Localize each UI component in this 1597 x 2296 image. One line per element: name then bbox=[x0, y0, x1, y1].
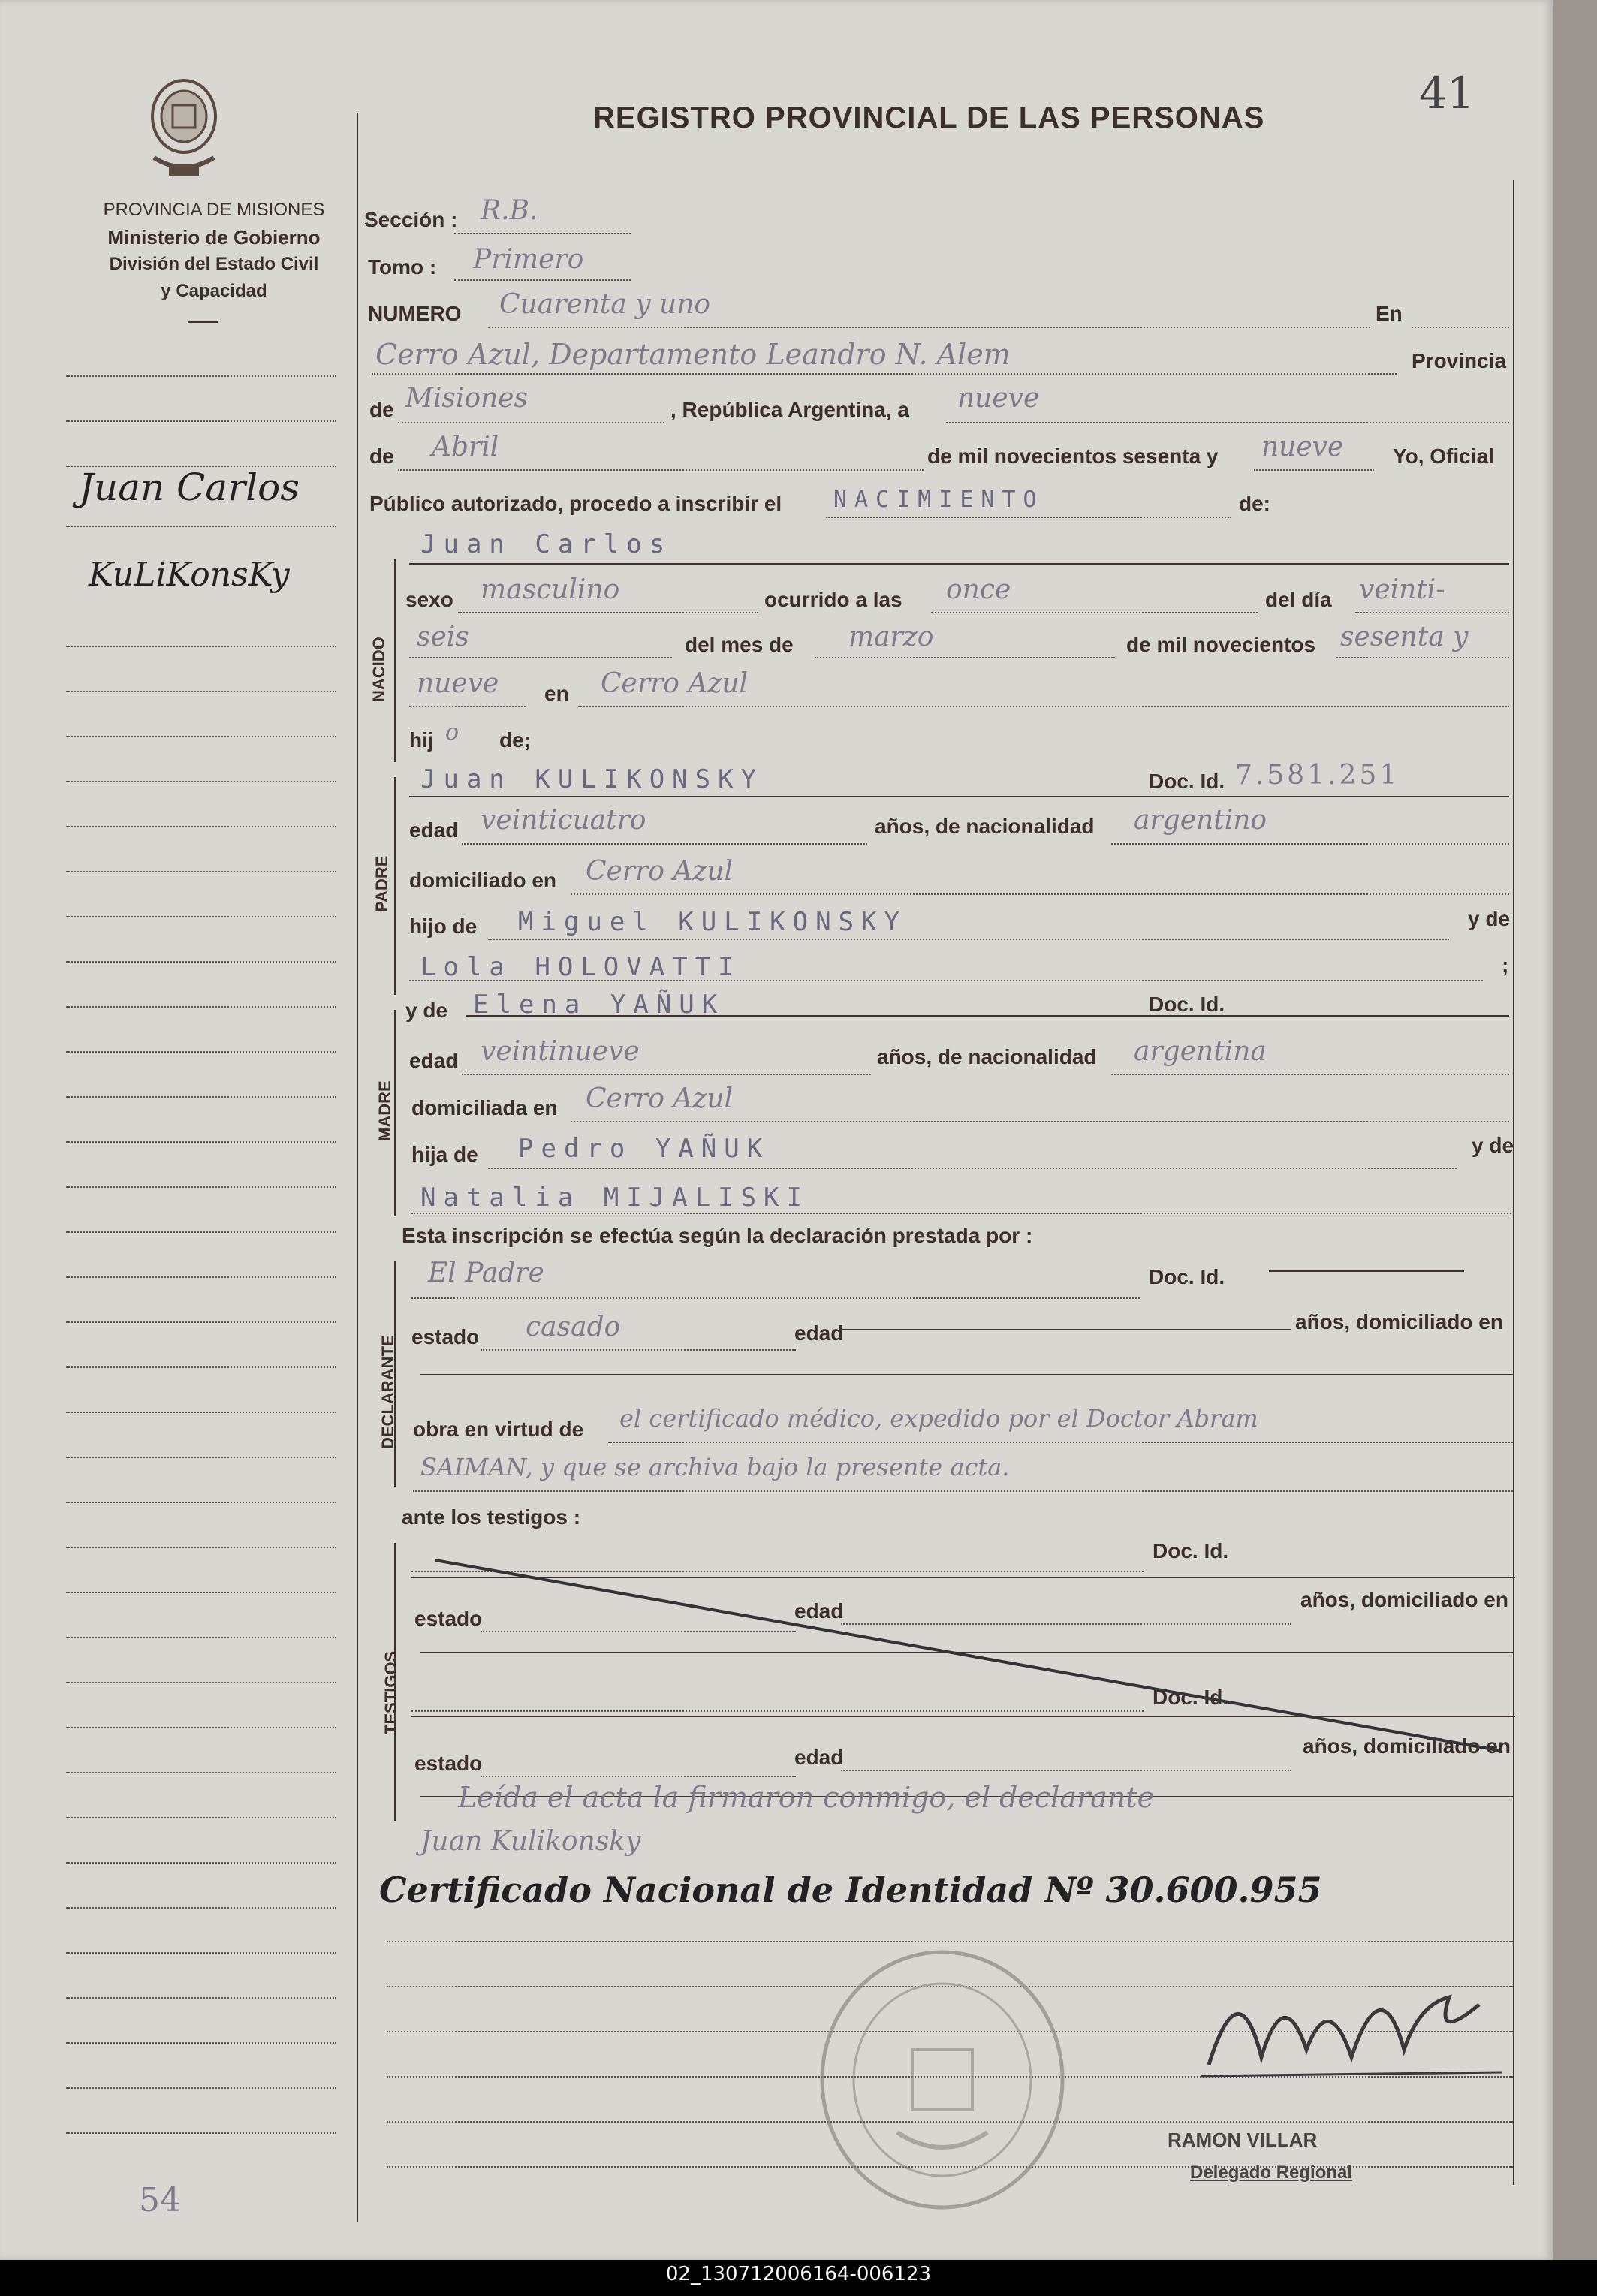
org-capacity: y Capacidad bbox=[161, 281, 267, 301]
official-title: Delegado Regional bbox=[1190, 2162, 1353, 2183]
value-mes-registro: Abril bbox=[432, 432, 499, 463]
section-nacido: NACIDO bbox=[369, 637, 388, 702]
value-anio-registro: nueve bbox=[1261, 432, 1344, 463]
value-mes: marzo bbox=[848, 622, 934, 652]
value-obra-1: el certificado médico, expedido por el Doctor Abram bbox=[619, 1404, 1258, 1433]
label-seccion: Sección : bbox=[364, 208, 458, 231]
official-signature bbox=[1194, 1937, 1509, 2087]
label-y-de-madre2: y de bbox=[1472, 1134, 1514, 1157]
value-padre-padre: Miguel KULIKONSKY bbox=[518, 907, 907, 937]
org-division: División del Estado Civil bbox=[109, 254, 319, 274]
label-de: de bbox=[369, 398, 394, 421]
label-ante: ante los testigos : bbox=[402, 1505, 581, 1529]
value-madre-edad: veintinueve bbox=[481, 1036, 640, 1067]
value-lugar-nac: Cerro Azul bbox=[601, 668, 749, 699]
label-esta-inscripcion: Esta inscripción se efectúa según la declaración prestada por : bbox=[402, 1224, 1033, 1247]
section-madre: MADRE bbox=[375, 1080, 394, 1141]
label-republica: , República Argentina, a bbox=[670, 398, 909, 421]
label-edad-madre: edad bbox=[409, 1049, 459, 1072]
label-anos-dom-testigo2: años, domiciliado en bbox=[1303, 1734, 1511, 1758]
label-doc-id-testigo1: Doc. Id. bbox=[1153, 1539, 1229, 1562]
value-numero: Cuarenta y uno bbox=[499, 289, 711, 320]
label-doc-id-testigo2: Doc. Id. bbox=[1153, 1686, 1229, 1709]
margin-name-first: Juan Carlos bbox=[79, 466, 300, 509]
value-madre-nombre: Elena YAÑUK bbox=[473, 990, 725, 1020]
value-dia-registro: nueve bbox=[957, 383, 1040, 414]
label-anos-nac-padre: años, de nacionalidad bbox=[875, 815, 1095, 838]
value-tomo: Primero bbox=[473, 244, 584, 275]
value-padre-nombre: Juan KULIKONSKY bbox=[420, 764, 764, 794]
label-de2: de bbox=[369, 444, 394, 468]
value-hij-suffix: o bbox=[445, 719, 460, 746]
value-padre-dom: Cerro Azul bbox=[586, 856, 734, 887]
label-en: En bbox=[1376, 302, 1403, 325]
value-dia: veinti- bbox=[1359, 574, 1445, 605]
label-doc-id-padre: Doc. Id. bbox=[1149, 770, 1225, 793]
label-y-de-padre: y de bbox=[1468, 907, 1511, 930]
label-sexo: sexo bbox=[405, 588, 453, 611]
value-padre-doc: 7.581.251 bbox=[1235, 760, 1400, 791]
page-number: 41 bbox=[1419, 68, 1475, 119]
label-doc-id-madre: Doc. Id. bbox=[1149, 993, 1225, 1016]
label-anos-dom-testigo1: años, domiciliado en bbox=[1300, 1588, 1508, 1611]
value-padre-edad: veinticuatro bbox=[481, 805, 646, 836]
value-declarante: El Padre bbox=[428, 1258, 544, 1288]
label-domiciliado-padre: domiciliado en bbox=[409, 869, 557, 892]
value-seccion: R.B. bbox=[481, 195, 538, 226]
value-provincia: Misiones bbox=[405, 383, 529, 414]
label-y-de-madre: y de bbox=[405, 999, 448, 1022]
label-edad-declarante: edad bbox=[794, 1321, 844, 1345]
value-declarante-estado: casado bbox=[526, 1312, 621, 1342]
label-estado-declarante: estado bbox=[411, 1325, 480, 1348]
value-madre-madre: Natalia MIJALISKI bbox=[420, 1183, 809, 1213]
value-acto: NACIMIENTO bbox=[833, 487, 1044, 513]
binding-edge bbox=[1553, 0, 1597, 2260]
value-lugar: Cerro Azul, Departamento Leandro N. Alem bbox=[375, 338, 1011, 371]
label-doc-id-declarante: Doc. Id. bbox=[1149, 1265, 1225, 1288]
org-province: PROVINCIA DE MISIONES bbox=[103, 200, 325, 220]
label-de-colon: de: bbox=[1239, 492, 1270, 515]
label-yo-oficial: Yo, Oficial bbox=[1393, 444, 1494, 468]
value-anio: sesenta y bbox=[1340, 622, 1469, 652]
label-estado-testigo1: estado bbox=[414, 1607, 483, 1630]
official-stamp-icon bbox=[815, 1945, 1070, 2215]
label-hij: hij bbox=[409, 728, 434, 752]
value-dia-cont: seis bbox=[417, 622, 469, 652]
value-padre-madre: Lola HOLOVATTI bbox=[420, 952, 741, 982]
label-edad-padre: edad bbox=[409, 818, 459, 842]
value-nombre: Juan Carlos bbox=[420, 529, 673, 559]
margin-name-last: KuLiKonsKy bbox=[89, 556, 290, 594]
official-name: RAMON VILLAR bbox=[1168, 2129, 1318, 2151]
label-hija-de: hija de bbox=[411, 1143, 478, 1166]
label-tomo: Tomo : bbox=[368, 255, 437, 279]
label-ocurrido: ocurrido a las bbox=[764, 588, 902, 611]
label-anos-nac-madre: años, de nacionalidad bbox=[877, 1045, 1097, 1068]
value-madre-padre: Pedro YAÑUK bbox=[518, 1134, 770, 1164]
label-del-mes: del mes de bbox=[685, 633, 794, 656]
page-title: REGISTRO PROVINCIAL DE LAS PERSONAS bbox=[593, 101, 1265, 134]
section-testigos: TESTIGOS bbox=[381, 1650, 400, 1734]
label-edad-testigo1: edad bbox=[794, 1599, 844, 1623]
label-estado-testigo2: estado bbox=[414, 1752, 483, 1775]
label-provincia: Provincia bbox=[1412, 349, 1507, 372]
label-de-mil: de mil novecientos bbox=[1126, 633, 1316, 656]
value-hora: once bbox=[946, 574, 1011, 605]
label-anos-dom-declarante: años, domiciliado en bbox=[1295, 1310, 1503, 1333]
label-del-dia: del día bbox=[1265, 588, 1332, 611]
label-domiciliada-madre: domiciliada en bbox=[411, 1096, 558, 1119]
label-hijo-de: hijo de bbox=[409, 914, 478, 938]
value-sexo: masculino bbox=[481, 574, 620, 605]
value-madre-dom: Cerro Azul bbox=[586, 1083, 734, 1114]
value-cierre: Leída el acta la firmaron conmigo, el declarante bbox=[458, 1781, 1155, 1814]
org-ministry: Ministerio de Gobierno bbox=[107, 226, 321, 249]
section-padre: PADRE bbox=[372, 855, 391, 912]
footer-caption: 02_130712006164-006123 bbox=[665, 2263, 932, 2285]
coat-of-arms-icon bbox=[143, 75, 225, 188]
value-documento-linea: Certificado Nacional de Identidad Nº 30.600.955 bbox=[379, 1870, 1322, 1910]
label-en2: en bbox=[544, 682, 569, 705]
value-anio-cont: nueve bbox=[417, 668, 499, 699]
section-declarante: DECLARANTE bbox=[378, 1335, 397, 1449]
label-publico: Público autorizado, procedo a inscribir el bbox=[369, 492, 782, 515]
label-mil-sesenta: de mil novecientos sesenta y bbox=[927, 444, 1219, 468]
label-edad-testigo2: edad bbox=[794, 1746, 844, 1769]
label-numero: NUMERO bbox=[368, 302, 462, 325]
label-obra: obra en virtud de bbox=[413, 1418, 584, 1441]
margin-bottom-note: 54 bbox=[139, 2181, 181, 2219]
value-firma-declarante: Juan Kulikonsky bbox=[420, 1826, 641, 1857]
cancel-stroke bbox=[420, 1554, 1517, 1757]
label-semicolon: ; bbox=[1502, 954, 1509, 977]
value-madre-nac: argentina bbox=[1134, 1036, 1267, 1067]
value-padre-nac: argentino bbox=[1134, 805, 1267, 836]
value-obra-2: SAIMAN, y que se archiva bajo la presente acta. bbox=[420, 1453, 1010, 1481]
label-de-semicolon: de; bbox=[499, 728, 531, 752]
